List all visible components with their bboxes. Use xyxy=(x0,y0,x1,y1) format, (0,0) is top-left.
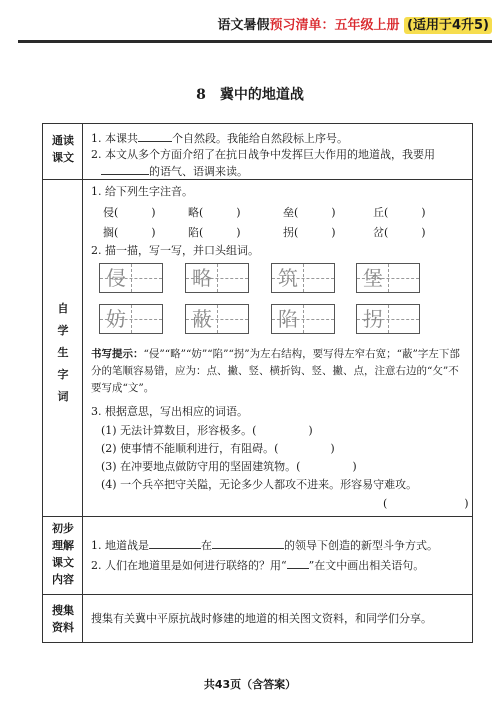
answer-blank[interactable] xyxy=(149,538,201,549)
page-footer: 共43页（含答案） xyxy=(203,678,297,691)
char-writing-grid[interactable] xyxy=(356,304,420,334)
section-label-reading xyxy=(43,132,83,166)
header-part-3: (适用于4升5) xyxy=(404,17,492,34)
page-header xyxy=(0,0,500,56)
answer-blank[interactable] xyxy=(138,131,172,142)
trace-char: 筑 xyxy=(278,266,298,290)
answer-parens[interactable]: ( ) xyxy=(383,497,469,510)
item-text: (3) 在冲要地点做防守用的坚固建筑物。( xyxy=(101,460,301,473)
tip-text: “侵”“略”“妨”“陷”“拐”为左右结构，要写得左窄右宽；“蔽”字左下部分的笔顺容易错，应为：点、撇、竖、横折钩、竖、撇、点，注意右边的“攵”不要写成“文”。 xyxy=(91,348,460,394)
q-text: 的语气、语调来读。 xyxy=(149,165,248,178)
understand-question-1 xyxy=(91,538,438,553)
close-paren: ) xyxy=(352,460,357,473)
q-text: 2. 本文从多个方面介绍了在抗日战争中发挥巨大作用的地道战，我要用 xyxy=(91,148,435,161)
answer-blank[interactable] xyxy=(212,538,284,549)
pinyin-item[interactable]: 岔( ) xyxy=(373,226,426,239)
label-line: 资料 xyxy=(52,621,74,634)
label-line: 字 xyxy=(57,368,69,381)
label-line: 词 xyxy=(57,390,69,403)
vocab-question-2: 2. 描一描，写一写，并口头组词。 xyxy=(91,244,259,257)
item-text: (2) 使事情不能顺利进行，有阻碍。( xyxy=(101,442,279,455)
row-divider xyxy=(43,516,472,517)
section-label-vocab xyxy=(43,300,83,405)
label-line: 内容 xyxy=(52,573,74,586)
header-title xyxy=(217,14,492,33)
q-text: 2. 人们在地道里是如何进行联络的？用“ xyxy=(91,559,287,572)
label-line: 课文 xyxy=(52,556,74,569)
char-writing-grid[interactable] xyxy=(356,263,420,293)
tip-label: 书写提示： xyxy=(91,348,144,360)
q-text: 1. 本课共 xyxy=(91,132,138,145)
label-line: 课文 xyxy=(52,151,74,164)
trace-char: 拐 xyxy=(363,307,383,331)
q-text: ”在文中画出相关语句。 xyxy=(308,559,425,572)
item-text: (1) 无法计算数目，形容极多。( xyxy=(101,424,257,437)
q-text: 在 xyxy=(201,539,212,552)
trace-char: 堡 xyxy=(363,266,383,290)
header-rule xyxy=(18,40,492,43)
row-divider xyxy=(43,179,472,180)
trace-char: 侵 xyxy=(106,266,126,290)
label-line: 自 xyxy=(57,302,69,315)
definition-item: (4) 一个兵卒把守关隘，无论多少人都攻不进来。形容易守难攻。 xyxy=(101,478,418,491)
vocab-question-3: 3. 根据意思，写出相应的词语。 xyxy=(91,405,248,418)
lesson-title xyxy=(0,84,500,104)
label-line: 学 xyxy=(57,324,69,337)
label-line: 搜集 xyxy=(52,604,74,617)
worksheet-table xyxy=(42,123,473,643)
pinyin-item[interactable]: 垒( ) xyxy=(283,206,336,219)
q-text: 的领导下创造的新型斗争方式。 xyxy=(284,539,438,552)
header-part-1: 语文暑假 xyxy=(217,18,270,33)
q-text: 1. 地道战是 xyxy=(91,539,149,552)
q-text: 个自然段。我能给自然段标上序号。 xyxy=(172,132,348,145)
answer-blank[interactable] xyxy=(101,164,149,175)
pinyin-item[interactable]: 侵( ) xyxy=(103,206,156,219)
label-line: 生 xyxy=(57,346,69,359)
understand-question-2 xyxy=(91,558,424,573)
mark-symbol-blank[interactable] xyxy=(287,558,309,569)
label-line: 通读 xyxy=(52,134,74,147)
row-divider xyxy=(43,594,472,595)
collect-instruction: 搜集有关冀中平原抗战时修建的地道的相关图文资料，和同学们分享。 xyxy=(91,612,432,625)
section-label-collect xyxy=(43,602,83,636)
definition-item xyxy=(101,460,357,474)
label-line: 初步 xyxy=(52,522,74,535)
trace-char: 蔽 xyxy=(192,307,212,331)
pinyin-item[interactable]: 拐( ) xyxy=(283,226,336,239)
trace-char: 陷 xyxy=(278,307,298,331)
char-writing-grid[interactable] xyxy=(185,304,249,334)
char-writing-grid[interactable] xyxy=(271,263,335,293)
lesson-title-text: 冀中的地道战 xyxy=(219,87,304,103)
reading-question-2 xyxy=(91,148,435,162)
char-writing-grid[interactable] xyxy=(99,304,163,334)
char-writing-grid[interactable] xyxy=(185,263,249,293)
vocab-question-1: 1. 给下列生字注音。 xyxy=(91,185,193,198)
close-paren: ) xyxy=(308,424,313,437)
char-writing-grid[interactable] xyxy=(99,263,163,293)
label-line: 理解 xyxy=(52,539,74,552)
lesson-number: 8 xyxy=(196,87,206,103)
section-label-understand xyxy=(43,520,83,588)
writing-tip xyxy=(91,346,467,397)
header-part-2: 预习清单：五年级上册 xyxy=(269,18,400,33)
close-paren: ) xyxy=(330,442,335,455)
trace-char: 略 xyxy=(192,266,212,290)
reading-question-2-cont xyxy=(101,164,248,179)
pinyin-item[interactable]: 丘( ) xyxy=(373,206,426,219)
pinyin-item[interactable]: 搁( ) xyxy=(103,226,156,239)
pinyin-item[interactable]: 陷( ) xyxy=(188,226,241,239)
char-writing-grid[interactable] xyxy=(271,304,335,334)
trace-char: 妨 xyxy=(106,307,126,331)
definition-item xyxy=(101,442,335,456)
reading-question-1 xyxy=(91,131,348,146)
definition-item xyxy=(101,424,313,438)
pinyin-item[interactable]: 略( ) xyxy=(188,206,241,219)
